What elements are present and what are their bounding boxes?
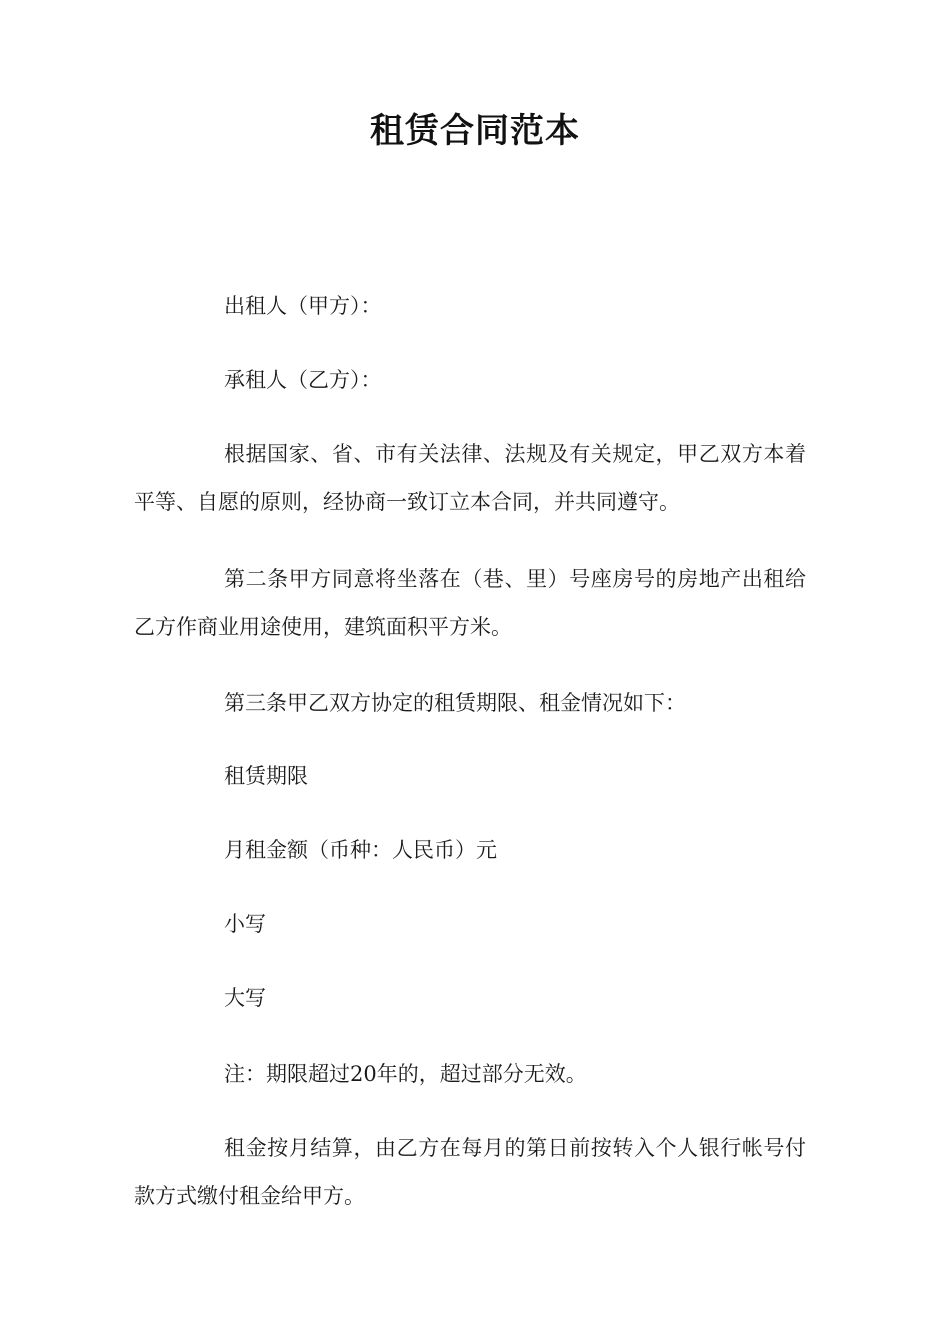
document-title: 租赁合同范本 bbox=[370, 111, 580, 151]
monthly-rent-line: 月租金额（币种：人民币）元 bbox=[224, 838, 497, 862]
article-two-paragraph: 第二条甲方同意将坐落在（巷、里）号座房号的房地产出租给乙方作商业用途使用，建筑面积平方米。 bbox=[134, 567, 806, 639]
note-line: 注：期限超过20年的，超过部分无效。 bbox=[224, 1062, 587, 1086]
amount-lowercase-line: 小写 bbox=[224, 912, 266, 936]
payment-paragraph: 租金按月结算，由乙方在每月的第日前按转入个人银行帐号付款方式缴付租金给甲方。 bbox=[134, 1136, 806, 1208]
lessee-line: 承租人（乙方）： bbox=[224, 368, 382, 392]
amount-uppercase-line: 大写 bbox=[224, 986, 266, 1010]
lease-term-line: 租赁期限 bbox=[224, 764, 308, 788]
lessor-line: 出租人（甲方）： bbox=[224, 294, 382, 318]
preamble-paragraph: 根据国家、省、市有关法律、法规及有关规定，甲乙双方本着平等、自愿的原则，经协商一致订立本合同，并共同遵守。 bbox=[134, 442, 806, 514]
article-three-paragraph: 第三条甲乙双方协定的租赁期限、租金情况如下： bbox=[224, 691, 686, 715]
